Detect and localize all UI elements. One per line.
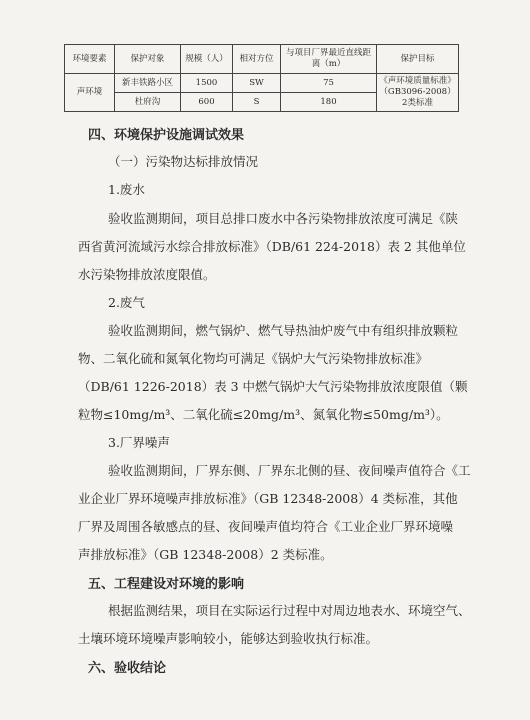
paragraph-line: 土壤环境环境噪声影响较小，能够达到验收执行标准。 (78, 631, 379, 646)
paragraph-line: 厂界及周围各敏感点的昼、夜间噪声值均符合《工业企业厂界环境噪 (78, 519, 454, 534)
item-heading: 3.厂界噪声 (108, 435, 170, 450)
subsection-heading: （一）污染物达标排放情况 (108, 154, 259, 169)
paragraph-line: 水污染物排放浓度限值。 (78, 267, 216, 282)
paragraph-line: 验收监测期间，厂界东侧、厂界东北侧的昼、夜间噪声值符合《工 (108, 463, 471, 478)
header-cell: 保护对象 (115, 45, 181, 74)
target-cell: 《声环境质量标准》（GB3096-2008）2类标准 (377, 74, 459, 112)
distance-cell: 75 (281, 74, 377, 93)
paragraph-line: 验收监测期间，燃气锅炉、燃气导热油炉废气中有组织排放颗粒 (108, 323, 459, 338)
header-cell: 与项目厂界最近直线距离（m） (281, 45, 377, 74)
paragraph-line: 根据监测结果，项目在实际运行过程中对周边地表水、环境空气、 (108, 603, 471, 618)
table-row (65, 74, 459, 93)
paragraph-line: 粒物≤10mg/m³、二氧化硫≤20mg/m³、氮氧化物≤50mg/m³）。 (78, 407, 449, 422)
object-cell: 杜府沟 (115, 93, 181, 112)
header-cell: 相对方位 (233, 45, 281, 74)
scale-cell: 600 (181, 93, 233, 112)
item-heading: 2.废气 (108, 295, 145, 310)
section-heading: 六、验收结论 (88, 661, 167, 676)
paragraph-line: 业企业厂界环境噪声排放标准》（GB 12348-2008）4 类标准，其他 (78, 491, 458, 506)
distance-cell: 180 (281, 93, 377, 112)
header-cell: 规模（人） (181, 45, 233, 74)
direction-cell: SW (233, 74, 281, 93)
item-heading: 1.废水 (108, 182, 145, 197)
element-cell: 声环境 (65, 74, 115, 112)
section-heading: 四、环境保护设施调试效果 (88, 128, 245, 143)
table-header-row (65, 45, 459, 74)
scale-cell: 1500 (181, 74, 233, 93)
paragraph-line: 声排放标准》（GB 12348-2008）2 类标准。 (78, 547, 333, 562)
section-heading: 五、工程建设对环境的影响 (88, 577, 245, 592)
paragraph-line: （DB/61 1226-2018）表 3 中燃气锅炉大气污染物排放浓度限值（颗 (78, 379, 468, 394)
header-cell: 保护目标 (377, 45, 459, 74)
paragraph-line: 西省黄河流域污水综合排放标准》（DB/61 224-2018）表 2 其他单位 (78, 239, 466, 254)
paragraph-line: 物、二氧化硫和氮氧化物均可满足《锅炉大气污染物排放标准》 (78, 351, 429, 366)
object-cell: 新丰铁路小区 (115, 74, 181, 93)
paragraph-line: 验收监测期间，项目总排口废水中各污染物排放浓度可满足《陕 (108, 211, 459, 226)
protection-targets-table (64, 44, 459, 112)
direction-cell: S (233, 93, 281, 112)
header-cell: 环境要素 (65, 45, 115, 74)
